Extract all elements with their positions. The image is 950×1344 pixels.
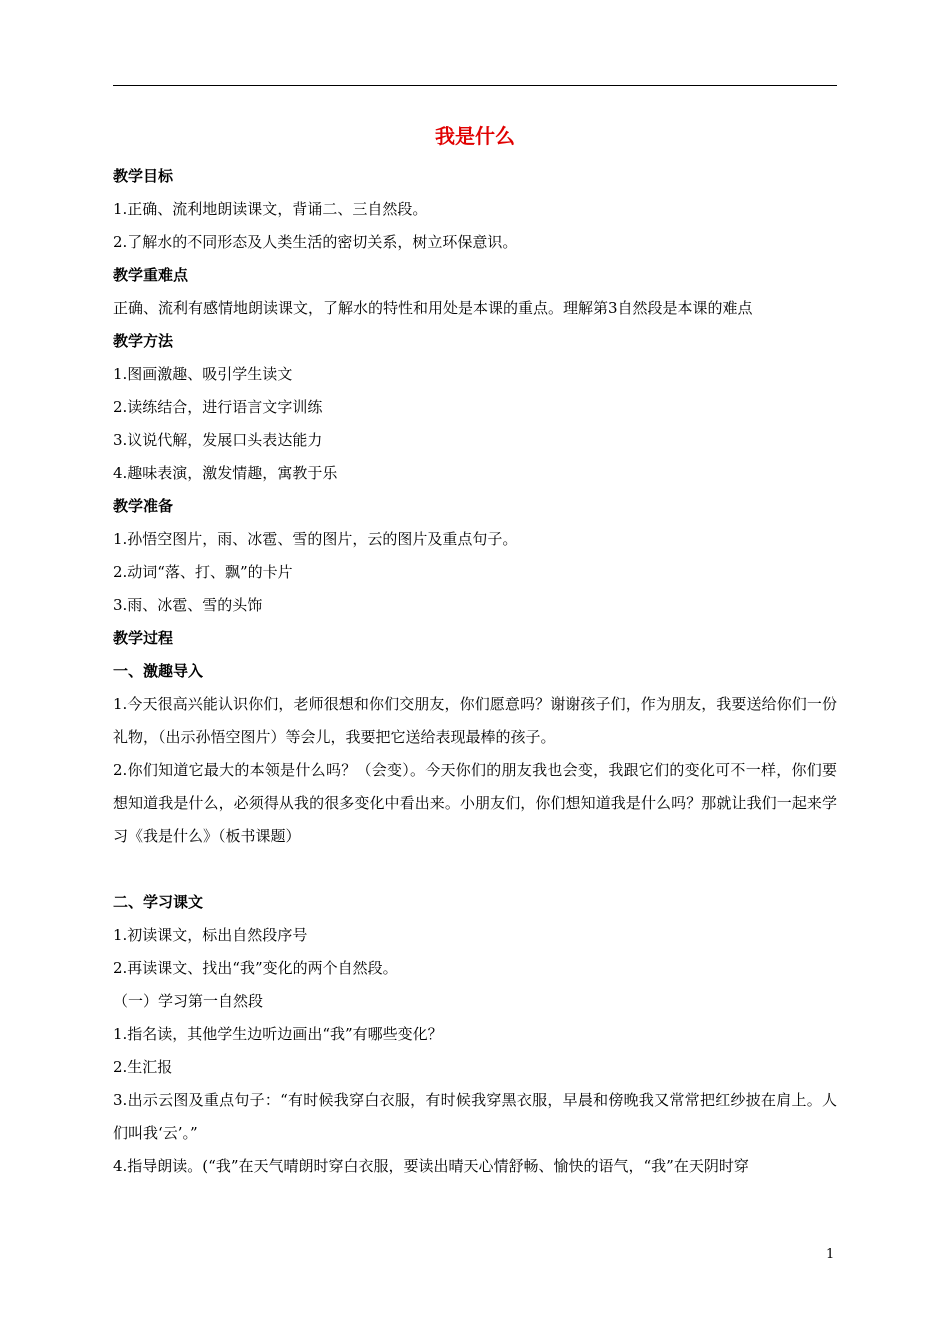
section-heading-process: 教学过程 xyxy=(113,629,174,647)
document-body xyxy=(113,160,837,1183)
process-item: 4.指导朗读。(“我”在天气晴朗时穿白衣服，要读出晴天心情舒畅、愉快的语气，“我”在天阴时穿 xyxy=(113,1157,749,1175)
paragraph-spacer xyxy=(113,853,837,886)
header-rule xyxy=(113,85,837,86)
section-heading-preparation: 教学准备 xyxy=(113,497,174,515)
preparation-item: 3.雨、冰雹、雪的头饰 xyxy=(113,596,263,614)
preparation-item: 2.动词“落、打、飘”的卡片 xyxy=(113,563,293,581)
method-item: 3.议说代解，发展口头表达能力 xyxy=(113,431,323,449)
process-item: 1.指名读，其他学生边听边画出“我”有哪些变化？ xyxy=(113,1025,443,1043)
method-item: 2.读练结合，进行语言文字训练 xyxy=(113,398,323,416)
process-item: 2.生汇报 xyxy=(113,1058,173,1076)
subsection-heading-intro: 一、激趣导入 xyxy=(113,662,204,680)
subsection-heading-study: 二、学习课文 xyxy=(113,893,204,911)
process-item: 1.今天很高兴能认识你们，老师很想和你们交朋友，你们愿意吗？谢谢孩子们，作为朋友，我要送给你们一份礼物，（出示孙悟空图片）等会儿，我要把它送给表现最棒的孩子。 xyxy=(113,695,837,746)
process-item: 3.出示云图及重点句子：“有时候我穿白衣服，有时候我穿黑衣服，早晨和傍晚我又常常把红纱披在肩上。人们叫我‘云’。” xyxy=(113,1091,837,1142)
process-item: 2.再读课文、找出“我”变化的两个自然段。 xyxy=(113,959,398,977)
page-number: 1 xyxy=(826,1247,835,1262)
goal-item: 2.了解水的不同形态及人类生活的密切关系，树立环保意识。 xyxy=(113,233,518,251)
goal-item: 1.正确、流利地朗读课文，背诵二、三自然段。 xyxy=(113,200,428,218)
key-points-text: 正确、流利有感情地朗读课文，了解水的特性和用处是本课的重点。理解第3自然段是本课的难点 xyxy=(113,299,753,317)
section-heading-key-points: 教学重难点 xyxy=(113,266,189,284)
document-title: 我是什么 xyxy=(435,124,515,148)
section-heading-methods: 教学方法 xyxy=(113,332,174,350)
section-heading-goals: 教学目标 xyxy=(113,167,174,185)
method-item: 4.趣味表演，激发情趣，寓教于乐 xyxy=(113,464,338,482)
process-item: 2.你们知道它最大的本领是什么吗？（会变）。今天你们的朋友我也会变，我跟它们的变化可不一样，你们要想知道我是什么，必须得从我的很多变化中看出来。小朋友们，你们想知道我是什么吗？那就让我们一起来学习《我是什么》（板书课题） xyxy=(113,761,837,845)
method-item: 1.图画激趣、吸引学生读文 xyxy=(113,365,293,383)
process-item: 1.初读课文，标出自然段序号 xyxy=(113,926,308,944)
process-item: （一）学习第一自然段 xyxy=(113,992,264,1010)
preparation-item: 1.孙悟空图片，雨、冰雹、雪的图片，云的图片及重点句子。 xyxy=(113,530,518,548)
